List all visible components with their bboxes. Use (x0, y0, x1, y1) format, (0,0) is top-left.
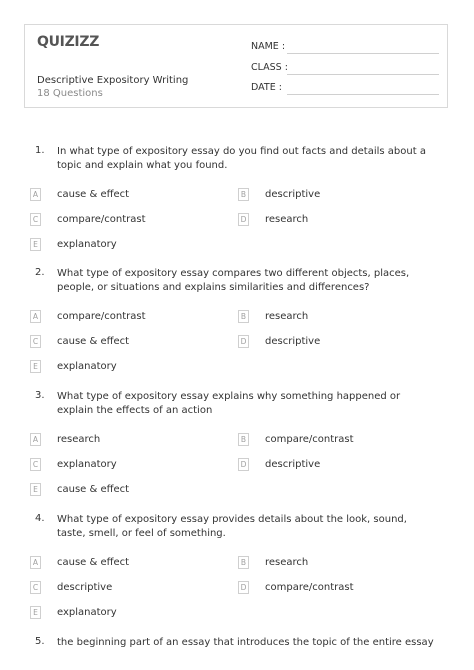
option-text: research (265, 311, 309, 322)
option-letter: E (30, 483, 41, 496)
question-text: What type of expository essay compares two different objects, places, people, or situations and explains similarities and differences? (57, 268, 410, 293)
option-text: explanatory (57, 459, 117, 470)
option-text: descriptive (57, 582, 113, 593)
option-text: research (265, 557, 309, 568)
worksheet-header (24, 24, 448, 108)
option-letter: B (238, 556, 249, 569)
question-text: In what type of expository essay do you find out facts and details about a topic and explain what you found. (57, 146, 426, 171)
option-letter: A (30, 188, 41, 201)
option-text: explanatory (57, 361, 117, 372)
option-letter: D (238, 581, 249, 594)
option-letter: A (30, 433, 41, 446)
option-text: explanatory (57, 607, 117, 618)
question-number: 4. (35, 513, 45, 524)
option-text: research (57, 434, 101, 445)
question-text: What type of expository essay explains why something happened or explain the effects of an action (57, 391, 401, 416)
option-text: compare/contrast (265, 582, 354, 593)
worksheet-title: Descriptive Expository Writing (37, 75, 189, 86)
option-text: descriptive (265, 189, 321, 200)
question-number: 3. (35, 390, 45, 401)
question-text: What type of expository essay provides details about the look, sound, taste, smell, or feel of something. (57, 514, 407, 539)
option-letter: C (30, 458, 41, 471)
quizizz-logo: QUIZIZZ (37, 34, 100, 50)
option-letter: C (30, 213, 41, 226)
question-number: 1. (35, 145, 45, 156)
date-label: DATE : (251, 82, 282, 93)
question-number: 5. (35, 636, 45, 647)
option-text: descriptive (265, 459, 321, 470)
class-label: CLASS : (251, 62, 288, 73)
option-text: compare/contrast (265, 434, 354, 445)
question-text: the beginning part of an essay that introduces the topic of the entire essay (57, 637, 434, 648)
option-text: cause & effect (57, 336, 130, 347)
option-text: cause & effect (57, 484, 130, 495)
option-letter: A (30, 556, 41, 569)
question-number: 2. (35, 267, 45, 278)
option-letter: D (238, 458, 249, 471)
name-label: NAME : (251, 41, 286, 52)
option-text: compare/contrast (57, 311, 146, 322)
option-text: descriptive (265, 336, 321, 347)
option-text: cause & effect (57, 189, 130, 200)
option-letter: C (30, 581, 41, 594)
option-letter: E (30, 606, 41, 619)
option-letter: D (238, 335, 249, 348)
option-letter: E (30, 360, 41, 373)
option-text: compare/contrast (57, 214, 146, 225)
name-field[interactable] (287, 53, 439, 54)
option-letter: E (30, 238, 41, 251)
option-letter: A (30, 310, 41, 323)
class-field[interactable] (287, 74, 439, 75)
option-letter: B (238, 188, 249, 201)
option-letter: D (238, 213, 249, 226)
question-count: 18 Questions (37, 88, 103, 99)
option-letter: B (238, 433, 249, 446)
option-letter: B (238, 310, 249, 323)
option-letter: C (30, 335, 41, 348)
option-text: cause & effect (57, 557, 130, 568)
date-field[interactable] (287, 94, 439, 95)
option-text: research (265, 214, 309, 225)
option-text: explanatory (57, 239, 117, 250)
